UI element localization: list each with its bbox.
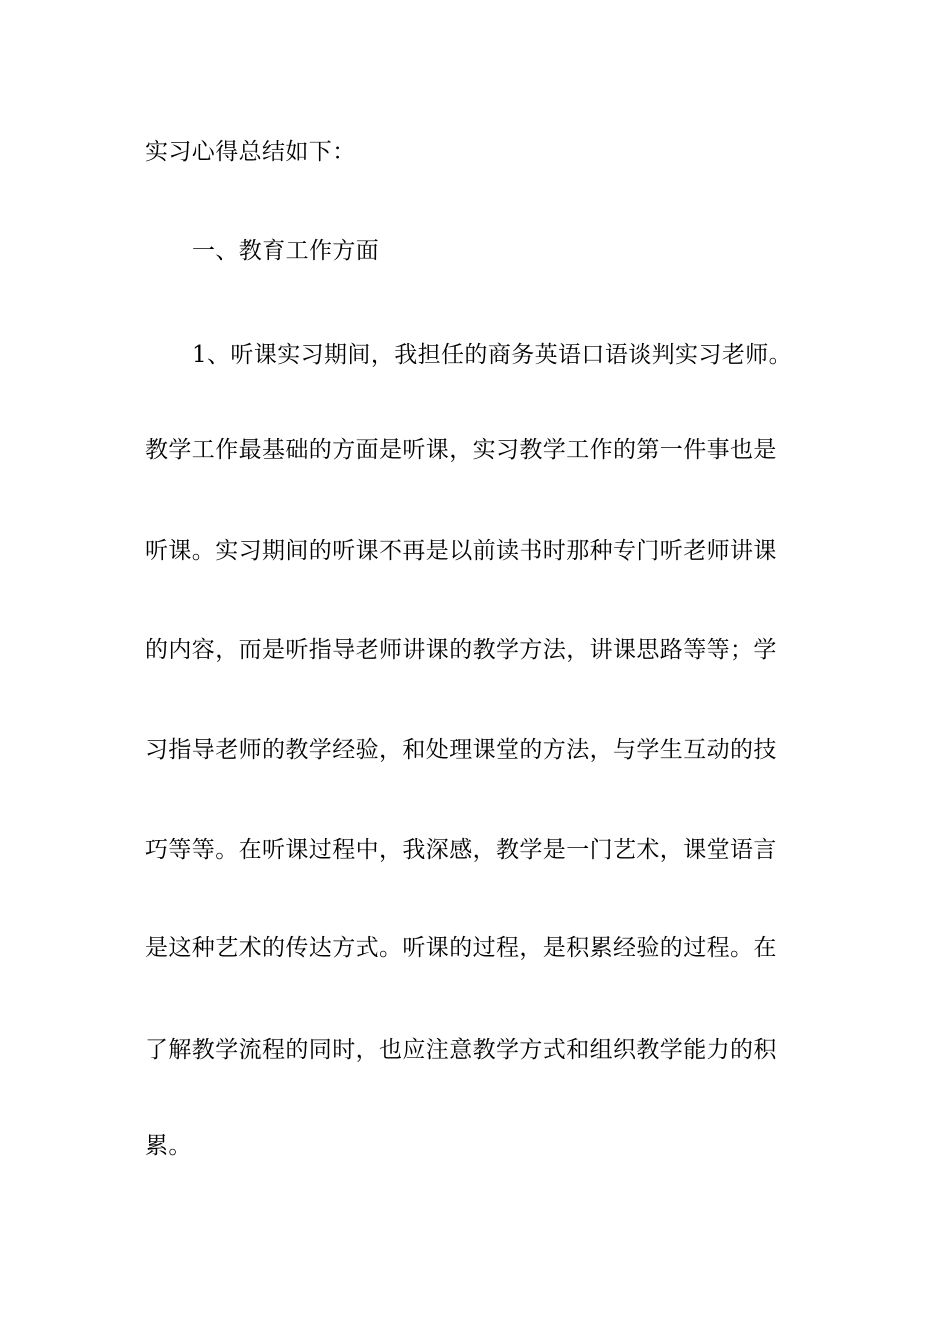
paragraph-line: 听课。实习期间的听课不再是以前读书时那种专门听老师讲课 <box>145 538 777 564</box>
section-heading: 一、教育工作方面 <box>192 238 380 264</box>
paragraph-line: 习指导老师的教学经验，和处理课堂的方法，与学生互动的技 <box>145 737 777 763</box>
intro-line: 实习心得总结如下： <box>145 139 356 165</box>
paragraph-line: 的内容，而是听指导老师讲课的教学方法，讲课思路等等；学 <box>145 637 777 663</box>
paragraph-line: 累。 <box>145 1133 192 1159</box>
paragraph-line: 是这种艺术的传达方式。听课的过程，是积累经验的过程。在 <box>145 935 777 961</box>
paragraph-line: 1、听课实习期间，我担任的商务英语口语谈判实习老师。 <box>192 342 793 368</box>
paragraph-line: 巧等等。在听课过程中，我深感，教学是一门艺术，课堂语言 <box>145 837 777 863</box>
paragraph-line: 教学工作最基础的方面是听课，实习教学工作的第一件事也是 <box>145 437 777 463</box>
paragraph-line: 了解教学流程的同时，也应注意教学方式和组织教学能力的积 <box>145 1037 777 1063</box>
